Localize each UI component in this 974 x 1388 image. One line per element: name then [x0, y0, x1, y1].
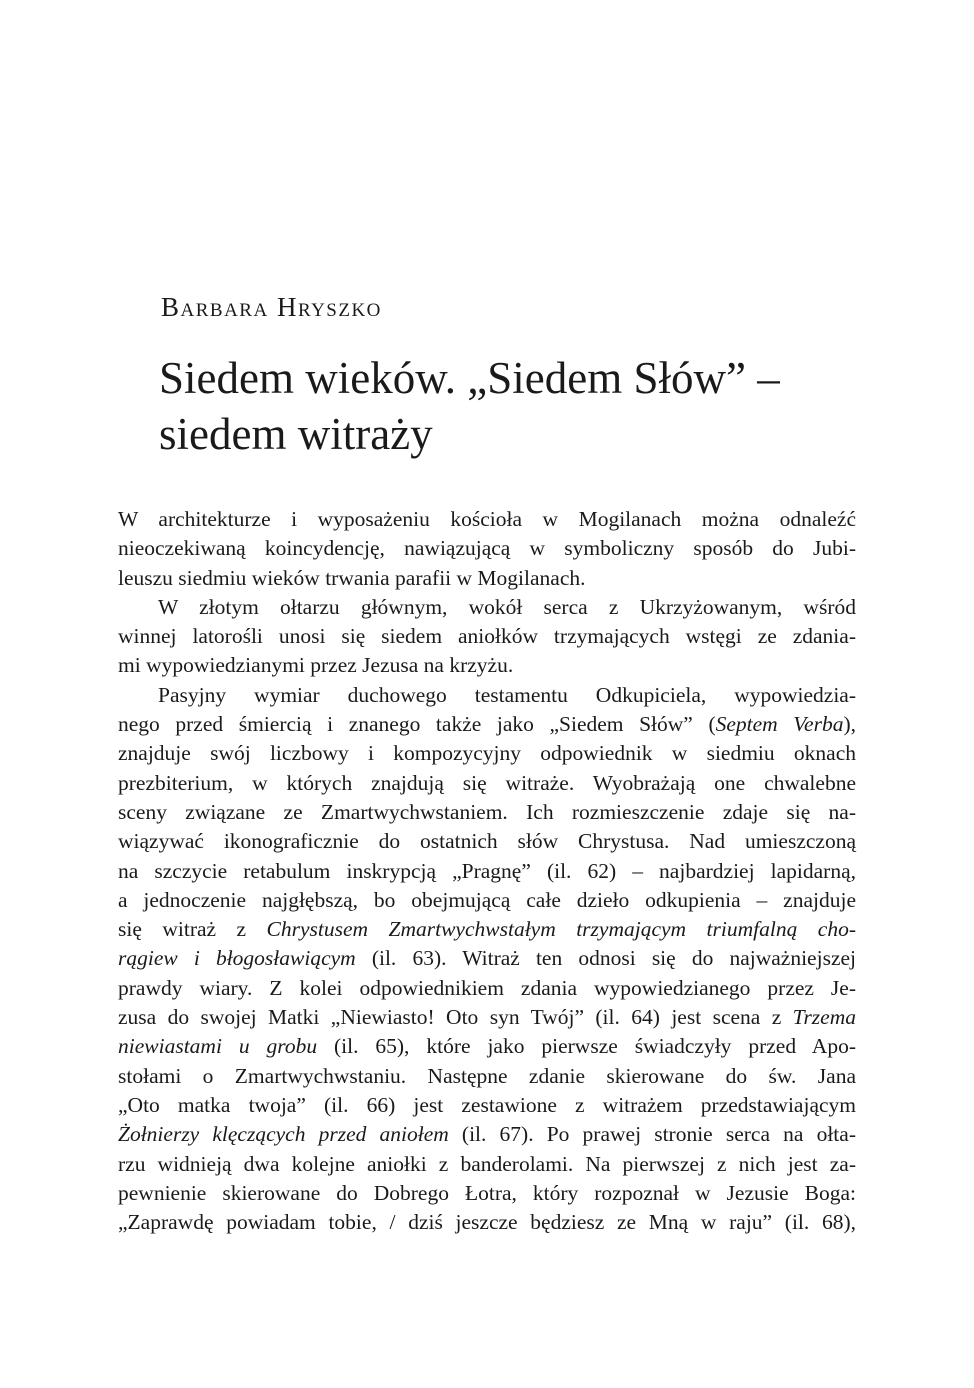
text-run: ),: [843, 712, 856, 737]
text-run: Pasyjny wymiar duchowego testamentu Odkupiciela, wypowiedzia-: [158, 682, 856, 707]
text-line: [118, 1179, 856, 1208]
text-line: [118, 622, 856, 651]
text-line: [118, 944, 856, 973]
text-line: [118, 681, 856, 710]
text-line: [118, 1091, 856, 1120]
italic-text: Chrystusem Zmartwychwstałym trzymającym triumfalną cho-: [266, 917, 856, 942]
text-line: [118, 710, 856, 739]
text-run: (il. 65), które jako pierwsze świadczyły przed Apo-: [317, 1034, 856, 1059]
text-run: rzu widnieją dwa kolejne aniołki z banderolami. Na pierwszej z nich jest za-: [118, 1151, 856, 1176]
text-run: leuszu siedmiu wieków trwania parafii w Mogilanach.: [118, 565, 586, 590]
text-line: [118, 1150, 856, 1179]
text-run: znajduje swój liczbowy i kompozycyjny odpowiednik w siedmiu oknach: [118, 741, 856, 766]
text-line: [118, 769, 856, 798]
text-run: „Oto matka twoja” (il. 66) jest zestawione z witrażem przedstawiającym: [118, 1092, 856, 1117]
text-run: (il. 63). Witraż ten odnosi się do najważniejszej: [355, 946, 857, 971]
text-line: [118, 534, 856, 563]
text-run: pewnienie skierowane do Dobrego Łotra, który rozpoznał w Jezusie Boga:: [118, 1180, 856, 1205]
chapter-title-line-2: siedem witraży: [159, 409, 433, 459]
text-run: prawdy wiary. Z kolei odpowiednikiem zdania wypowiedzianego przez Je-: [118, 975, 856, 1000]
text-line: [118, 798, 856, 827]
italic-text: rągiew i błogosławiącym: [118, 946, 356, 971]
chapter-title-line-1: Siedem wieków. „Siedem Słów” –: [159, 353, 780, 403]
italic-text: niewiastami u grobu: [118, 1034, 318, 1059]
text-line: [118, 1208, 856, 1237]
italic-text: Trzema: [792, 1005, 856, 1030]
text-line: [118, 915, 856, 944]
text-run: „Zaprawdę powiadam tobie, / dziś jeszcze będziesz ze Mną w raju” (il. 68),: [118, 1210, 856, 1235]
text-run: stołami o Zmartwychwstaniu. Następne zdanie skierowane do św. Jana: [118, 1063, 856, 1088]
text-line: [118, 1032, 856, 1061]
paragraph: [118, 681, 856, 1238]
text-line: [118, 564, 856, 593]
text-line: [118, 739, 856, 768]
text-run: winnej latorośli unosi się siedem aniołków trzymających wstęgi ze zdania-: [118, 624, 856, 649]
text-line: [118, 593, 856, 622]
text-run: się witraż z: [118, 917, 267, 942]
italic-text: Septem Verba: [715, 712, 844, 737]
text-run: na szczycie retabulum inskrypcją „Pragnę” (il. 62) – najbardziej lapidarną,: [118, 858, 856, 883]
text-line: [118, 827, 856, 856]
text-line: [118, 1003, 856, 1032]
chapter-title: [159, 350, 899, 462]
text-line: [118, 651, 856, 680]
text-line: [118, 857, 856, 886]
text-run: sceny związane ze Zmartwychwstaniem. Ich rozmieszczenie zdaje się na-: [118, 799, 856, 824]
italic-text: Żołnierzy klęczących przed aniołem: [118, 1122, 449, 1147]
text-line: [118, 974, 856, 1003]
text-run: prezbiterium, w których znajdują się witraże. Wyobrażają one chwalebne: [118, 770, 856, 795]
paragraph: [118, 593, 856, 681]
paragraph: [118, 505, 856, 593]
text-line: [118, 505, 856, 534]
text-run: nieoczekiwaną koincydencję, nawiązującą w symboliczny sposób do Jubi-: [118, 536, 856, 561]
text-run: (il. 67). Po prawej stronie serca na ołta-: [448, 1122, 856, 1147]
text-line: [118, 886, 856, 915]
text-line: [118, 1062, 856, 1091]
text-run: W architekturze i wyposażeniu kościoła w Mogilanach można odnaleźć: [118, 507, 856, 531]
text-line: [118, 1120, 856, 1149]
text-run: mi wypowiedzianymi przez Jezusa na krzyżu.: [118, 653, 514, 678]
text-run: a jednoczenie najgłębszą, bo obejmującą całe dzieło odkupienia – znajduje: [118, 887, 856, 912]
text-run: W złotym ołtarzu głównym, wokół serca z Ukrzyżowanym, wśród: [158, 594, 856, 619]
body-text: [118, 505, 856, 1237]
text-run: zusa do swojej Matki „Niewiasto! Oto syn Twój” (il. 64) jest scena z: [118, 1005, 793, 1030]
text-run: wiązywać ikonograficznie do ostatnich słów Chrystusa. Nad umieszczoną: [118, 829, 856, 854]
text-run: nego przed śmiercią i znanego także jako „Siedem Słów” (: [118, 712, 716, 737]
author-name: Barbara Hryszko: [161, 292, 382, 322]
